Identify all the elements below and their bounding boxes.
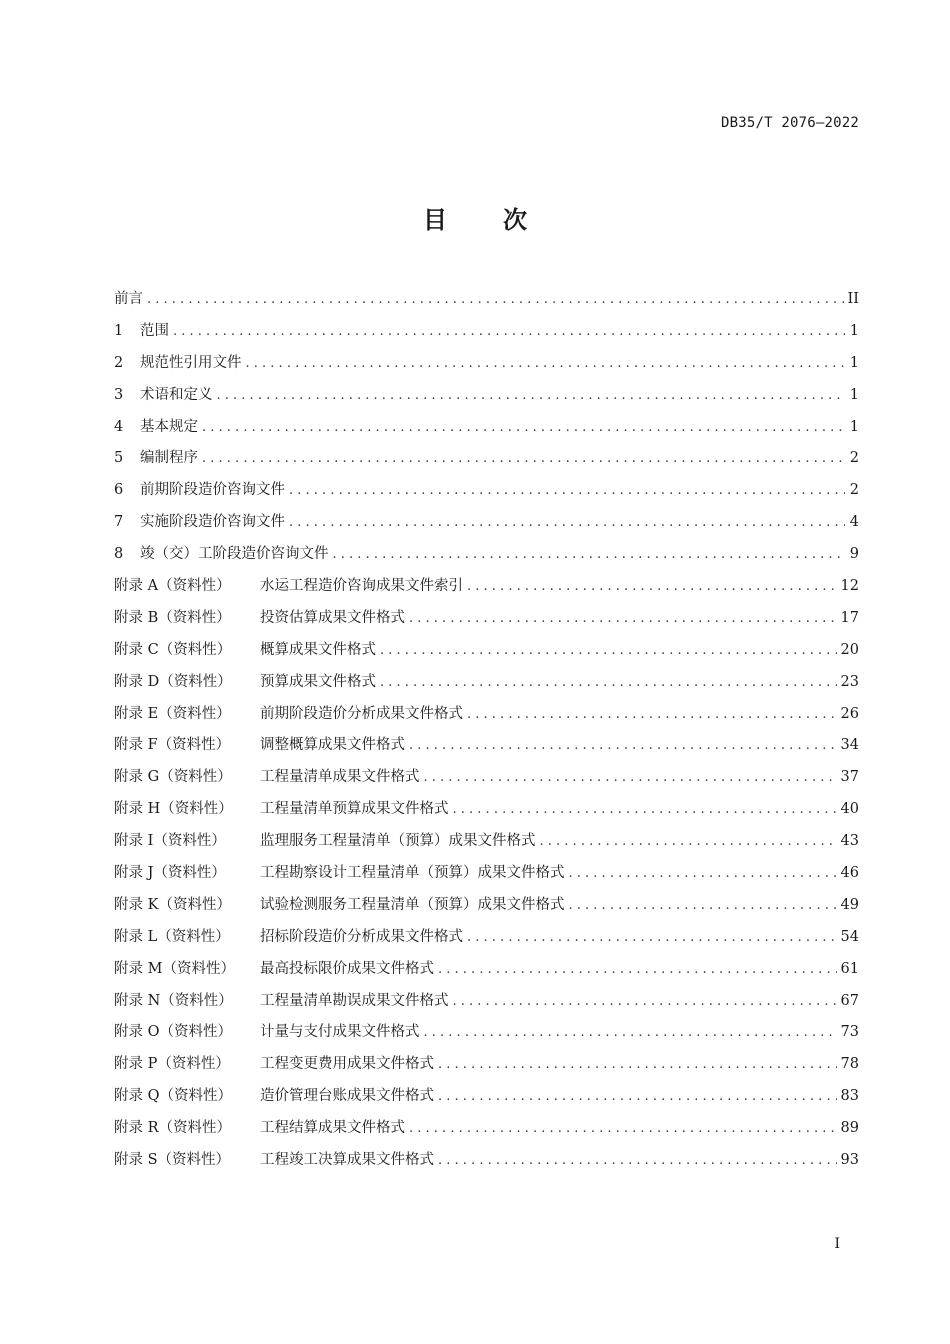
- dot-leader: [173, 319, 845, 345]
- toc-appendix-label: 附录 J（资料性）: [114, 865, 226, 882]
- toc-entry-page: 1: [849, 354, 859, 371]
- toc-appendix-label: 附录 F（资料性）: [114, 737, 231, 754]
- toc-entry-title: 最高投标限价成果文件格式: [260, 960, 434, 977]
- toc-entry-section[interactable]: [114, 318, 859, 350]
- toc-entry-page: 34: [840, 737, 859, 754]
- toc-entry-title: 工程变更费用成果文件格式: [260, 1056, 434, 1073]
- toc-entry-number: 1: [114, 322, 124, 339]
- toc-entry-page: 37: [840, 769, 859, 786]
- dot-leader: [380, 638, 837, 664]
- toc-entry-title: 造价管理台账成果文件格式: [260, 1088, 434, 1105]
- dot-leader: [453, 989, 837, 1015]
- toc-entry-appendix[interactable]: [114, 956, 859, 988]
- toc-entry-page: 61: [840, 960, 859, 977]
- toc-entry-page: 26: [840, 705, 859, 722]
- toc-entry-page: 4: [849, 514, 859, 531]
- toc-entry-title: 计量与支付成果文件格式: [260, 1024, 420, 1041]
- toc-entry-page: 1: [849, 418, 859, 435]
- toc-entry-appendix[interactable]: [114, 605, 859, 637]
- toc-entry-page: 89: [840, 1120, 859, 1137]
- dot-leader: [380, 670, 837, 696]
- toc-entry-appendix[interactable]: [114, 701, 859, 733]
- toc-entry-number: 3: [114, 386, 124, 403]
- toc-appendix-label: 附录 N（资料性）: [114, 992, 233, 1009]
- toc-entry-title: 工程量清单成果文件格式: [260, 769, 420, 786]
- dot-leader: [333, 542, 846, 568]
- toc-entry-page: 12: [840, 578, 859, 595]
- toc-entry-appendix[interactable]: [114, 1083, 859, 1115]
- toc-entry-title: 工程量清单预算成果文件格式: [260, 801, 449, 818]
- toc-entry-title: 基本规定: [140, 418, 198, 435]
- dot-leader: [289, 478, 845, 504]
- toc-entry-appendix[interactable]: [114, 796, 859, 828]
- toc-appendix-label: 附录 M（资料性）: [114, 960, 235, 977]
- toc-entry-title: 前期阶段造价咨询文件: [140, 482, 285, 499]
- toc-entry-title: 工程竣工决算成果文件格式: [260, 1152, 434, 1169]
- dot-leader: [202, 415, 845, 441]
- toc-appendix-label: 附录 L（资料性）: [114, 928, 230, 945]
- dot-leader: [217, 383, 846, 409]
- dot-leader: [467, 925, 837, 951]
- table-of-contents: [114, 286, 859, 1179]
- toc-entry-section[interactable]: [114, 382, 859, 414]
- toc-entry-appendix[interactable]: [114, 892, 859, 924]
- toc-entry-title: 投资估算成果文件格式: [260, 609, 405, 626]
- dot-leader: [438, 957, 837, 983]
- toc-entry-appendix[interactable]: [114, 732, 859, 764]
- dot-leader: [246, 351, 846, 377]
- toc-entry-number: 2: [114, 354, 124, 371]
- toc-entry-appendix[interactable]: [114, 1019, 859, 1051]
- dot-leader: [453, 797, 837, 823]
- dot-leader: [540, 829, 837, 855]
- toc-entry-page: 20: [840, 641, 859, 658]
- toc-entry-title: 工程量清单勘误成果文件格式: [260, 992, 449, 1009]
- toc-entry-appendix[interactable]: [114, 1051, 859, 1083]
- dot-leader: [569, 893, 837, 919]
- toc-entry-number: 7: [114, 514, 124, 531]
- title-char-1: 目: [423, 206, 447, 234]
- page-number: I: [834, 1236, 840, 1252]
- toc-entry-appendix[interactable]: [114, 860, 859, 892]
- toc-appendix-label: 附录 E（资料性）: [114, 705, 231, 722]
- toc-entry-page: 1: [849, 386, 859, 403]
- toc-entry-title: 招标阶段造价分析成果文件格式: [260, 928, 463, 945]
- dot-leader: [438, 1148, 837, 1174]
- toc-appendix-label: 附录 H（资料性）: [114, 801, 233, 818]
- toc-entry-page: 2: [849, 450, 859, 467]
- toc-entry-section[interactable]: [114, 541, 859, 573]
- dot-leader: [409, 1116, 837, 1142]
- toc-entry-title: 水运工程造价咨询成果文件索引: [260, 578, 463, 595]
- page-title: [0, 200, 950, 235]
- toc-entry-number: 5: [114, 450, 124, 467]
- toc-appendix-label: 附录 P（资料性）: [114, 1056, 230, 1073]
- toc-appendix-label: 附录 R（资料性）: [114, 1120, 232, 1137]
- toc-entry-title: 范围: [140, 322, 169, 339]
- dot-leader: [202, 446, 845, 472]
- toc-entry-appendix[interactable]: [114, 669, 859, 701]
- dot-leader: [438, 1052, 837, 1078]
- toc-entry-title: 调整概算成果文件格式: [260, 737, 405, 754]
- toc-entry-appendix[interactable]: [114, 637, 859, 669]
- toc-entry-section[interactable]: [114, 445, 859, 477]
- dot-leader: [424, 1020, 837, 1046]
- toc-entry-page: 2: [849, 482, 859, 499]
- toc-entry-title: 前言: [114, 291, 143, 307]
- dot-leader: [289, 510, 845, 536]
- toc-entry-section[interactable]: [114, 509, 859, 541]
- toc-appendix-label: 附录 B（资料性）: [114, 609, 231, 626]
- toc-entry-page: 17: [840, 609, 859, 626]
- toc-entry-section[interactable]: [114, 350, 859, 382]
- toc-appendix-label: 附录 O（资料性）: [114, 1024, 232, 1041]
- toc-entry-page: 54: [840, 928, 859, 945]
- toc-entry-appendix[interactable]: [114, 828, 859, 860]
- dot-leader: [467, 702, 837, 728]
- toc-entry-page: 78: [840, 1056, 859, 1073]
- dot-leader: [147, 287, 844, 313]
- dot-leader: [424, 765, 837, 791]
- toc-appendix-label: 附录 G（资料性）: [114, 769, 232, 786]
- title-char-2: 次: [503, 206, 527, 234]
- toc-appendix-label: 附录 K（资料性）: [114, 896, 231, 913]
- toc-entry-page: 40: [840, 801, 859, 818]
- toc-entry-title: 监理服务工程量清单（预算）成果文件格式: [260, 833, 536, 850]
- toc-entry-title: 预算成果文件格式: [260, 673, 376, 690]
- toc-entry-appendix[interactable]: [114, 1147, 859, 1179]
- toc-entry-title: 术语和定义: [140, 386, 213, 403]
- toc-entry-title: 工程结算成果文件格式: [260, 1120, 405, 1137]
- toc-entry-page: 46: [840, 865, 859, 882]
- dot-leader: [438, 1084, 837, 1110]
- toc-entry-page: 9: [849, 546, 859, 563]
- toc-entry-number: 6: [114, 482, 124, 499]
- toc-appendix-label: 附录 C（资料性）: [114, 641, 232, 658]
- toc-appendix-label: 附录 S（资料性）: [114, 1152, 231, 1169]
- toc-entry-appendix[interactable]: [114, 988, 859, 1020]
- toc-entry-title: 竣（交）工阶段造价咨询文件: [140, 546, 329, 563]
- toc-entry-page: 67: [840, 992, 859, 1009]
- toc-entry-title: 概算成果文件格式: [260, 641, 376, 658]
- toc-entry-page: 83: [840, 1088, 859, 1105]
- toc-appendix-label: 附录 D（资料性）: [114, 673, 232, 690]
- toc-appendix-label: 附录 A（资料性）: [114, 578, 231, 595]
- standard-code: DB35/T 2076—2022: [720, 115, 859, 131]
- toc-entry-appendix[interactable]: [114, 573, 859, 605]
- toc-entry-section[interactable]: [114, 414, 859, 446]
- toc-entry-page: 73: [840, 1024, 859, 1041]
- toc-entry-page: 93: [840, 1152, 859, 1169]
- dot-leader: [409, 733, 837, 759]
- toc-appendix-label: 附录 Q（资料性）: [114, 1088, 232, 1105]
- toc-entry-appendix[interactable]: [114, 1115, 859, 1147]
- toc-entry-appendix[interactable]: [114, 924, 859, 956]
- toc-entry-title: 工程勘察设计工程量清单（预算）成果文件格式: [260, 865, 565, 882]
- toc-appendix-label: 附录 I（资料性）: [114, 833, 226, 850]
- toc-entry-foreword[interactable]: [114, 286, 859, 318]
- toc-entry-section[interactable]: [114, 477, 859, 509]
- toc-entry-number: 8: [114, 546, 124, 563]
- toc-entry-page: 43: [840, 833, 859, 850]
- dot-leader: [569, 861, 837, 887]
- toc-entry-title: 编制程序: [140, 450, 198, 467]
- toc-entry-appendix[interactable]: [114, 764, 859, 796]
- dot-leader: [409, 606, 837, 632]
- dot-leader: [467, 574, 837, 600]
- toc-entry-page: 23: [840, 673, 859, 690]
- toc-entry-title: 试验检测服务工程量清单（预算）成果文件格式: [260, 896, 565, 913]
- toc-entry-title: 前期阶段造价分析成果文件格式: [260, 705, 463, 722]
- toc-entry-page: 49: [840, 896, 859, 913]
- toc-entry-number: 4: [114, 418, 124, 435]
- toc-entry-page: II: [847, 291, 859, 307]
- toc-entry-title: 实施阶段造价咨询文件: [140, 514, 285, 531]
- toc-entry-title: 规范性引用文件: [140, 354, 242, 371]
- toc-entry-page: 1: [849, 322, 859, 339]
